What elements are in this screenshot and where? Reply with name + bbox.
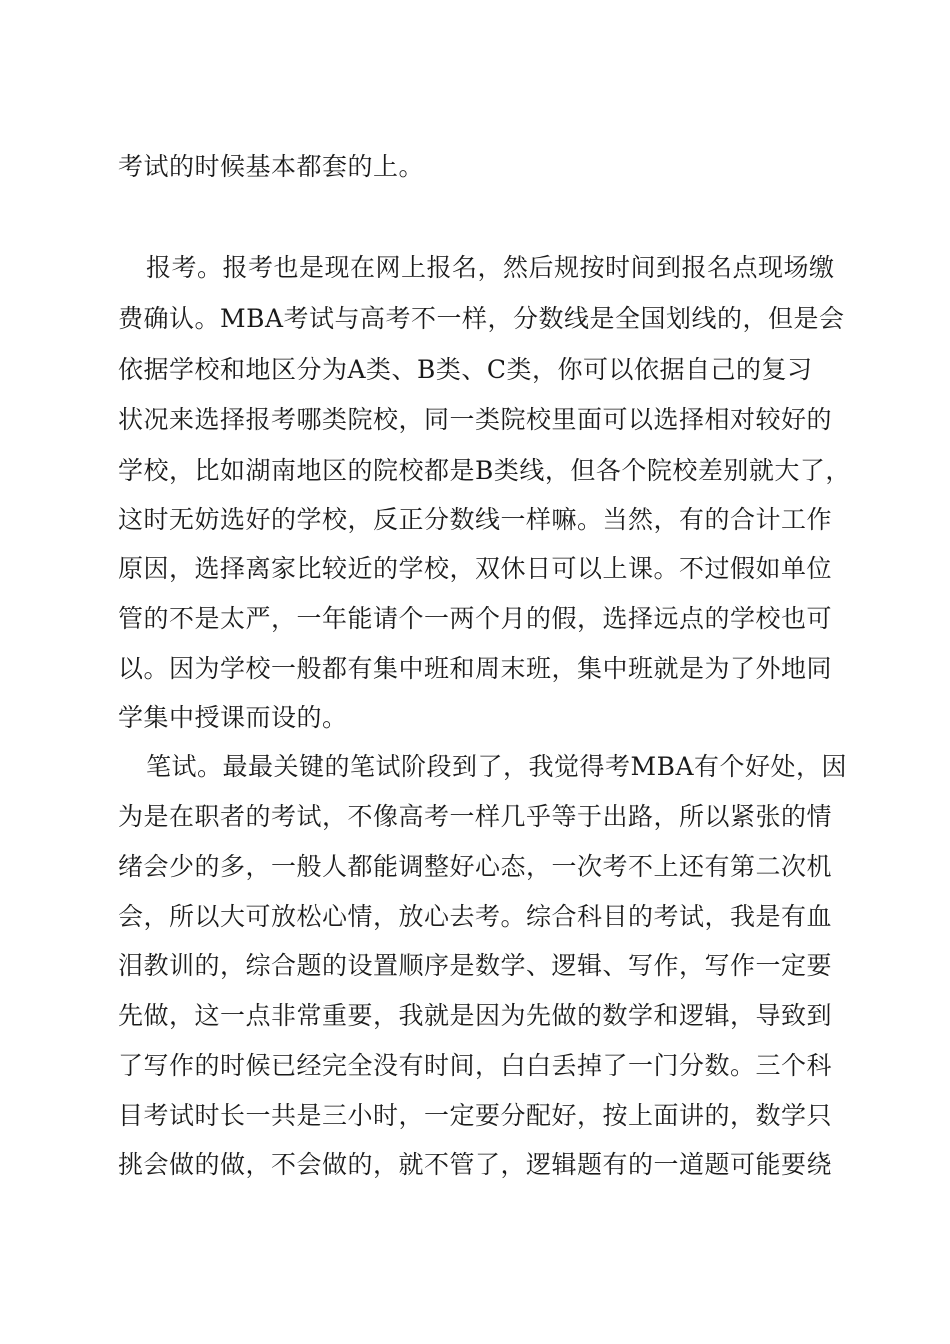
written-exam-paragraph-line: 绪会少的多，一般人都能调整好心态，一次考不上还有第二次机 (118, 852, 833, 881)
registration-paragraph-line: 费确认。MBA考试与高考不一样，分数线是全国划线的，但是会 (118, 304, 845, 333)
written-exam-paragraph-line: 目考试时长一共是三小时，一定要分配好，按上面讲的，数学只 (118, 1101, 833, 1130)
registration-paragraph-line: 报考。报考也是现在网上报名，然后规按时间到报名点现场缴 (146, 253, 835, 282)
registration-paragraph-line: 管的不是太严，一年能请个一两个月的假，选择远点的学校也可 (118, 604, 833, 633)
written-exam-paragraph-line: 挑会做的做，不会做的，就不管了，逻辑题有的一道题可能要绕 (118, 1150, 833, 1179)
written-exam-paragraph-line: 笔试。最最关键的笔试阶段到了，我觉得考MBA有个好处，因 (146, 752, 848, 781)
written-exam-paragraph-line: 泪教训的，综合题的设置顺序是数学、逻辑、写作，写作一定要 (118, 951, 833, 980)
registration-paragraph-line: 这时无妨选好的学校，反正分数线一样嘛。当然，有的合计工作 (118, 505, 833, 534)
registration-paragraph-line: 状况来选择报考哪类院校，同一类院校里面可以选择相对较好的 (118, 405, 833, 434)
registration-paragraph-line: 学集中授课而设的。 (118, 703, 348, 732)
written-exam-paragraph-line: 先做，这一点非常重要，我就是因为先做的数学和逻辑，导致到 (118, 1001, 833, 1030)
registration-paragraph-line: 原因，选择离家比较近的学校，双休日可以上课。不过假如单位 (118, 554, 833, 583)
written-exam-paragraph-line: 为是在职者的考试，不像高考一样几乎等于出路，所以紧张的情 (118, 802, 833, 831)
fragment-line: 考试的时候基本都套的上。 (118, 152, 425, 181)
registration-paragraph-line: 依据学校和地区分为A类、B类、C类，你可以依据自己的复习 (118, 355, 813, 384)
written-exam-paragraph-line: 了写作的时候已经完全没有时间，白白丢掉了一门分数。三个科 (118, 1051, 833, 1080)
registration-paragraph-line: 以。因为学校一般都有集中班和周末班，集中班就是为了外地同 (118, 654, 833, 683)
written-exam-paragraph-line: 会，所以大可放松心情，放心去考。综合科目的考试，我是有血 (118, 902, 833, 931)
registration-paragraph-line: 学校，比如湖南地区的院校都是B类线，但各个院校差别就大了， (118, 456, 851, 485)
